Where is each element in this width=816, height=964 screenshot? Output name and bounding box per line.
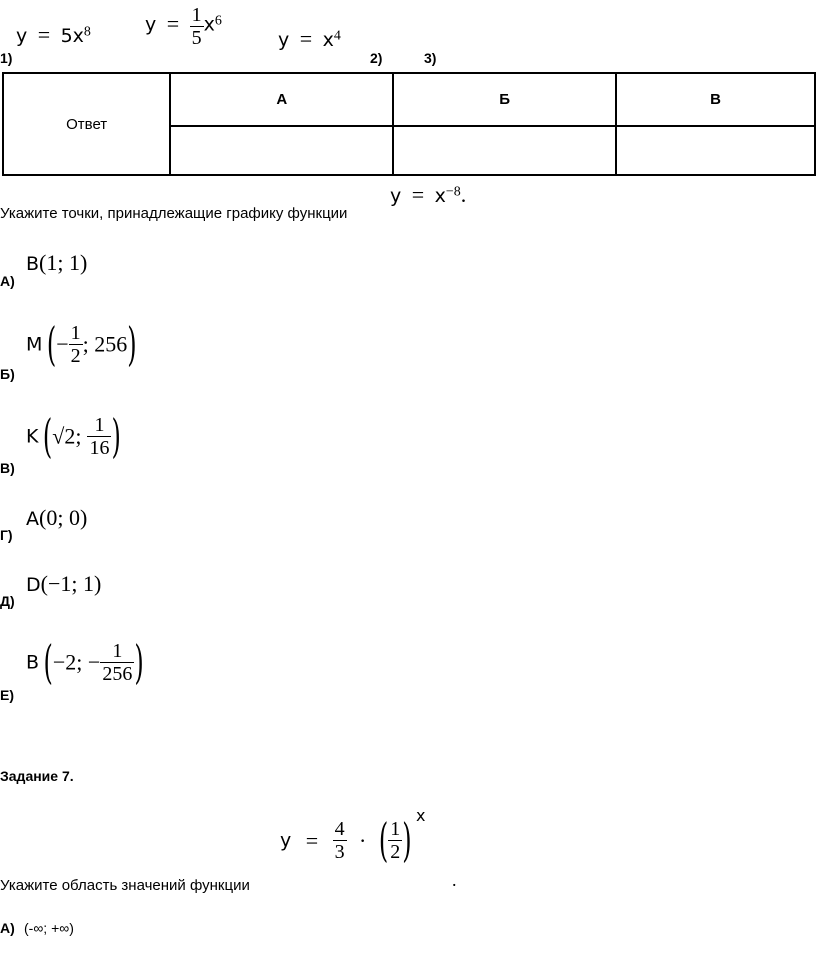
formula-3-lhs: y <box>278 29 290 51</box>
option-b-point: M (− $\frac{1}{2}$ ; 256) <box>26 317 137 372</box>
task7-option-a-value: (-∞; +∞) <box>24 920 74 936</box>
option-d-point: A(0; 0) <box>26 505 88 530</box>
answer-header-b: Б <box>393 73 616 126</box>
answer-header-c: В <box>616 73 815 126</box>
task7-function: y = $\frac{4}{3}$ · ( $\frac{1}{2}$ ) x <box>280 805 426 868</box>
formula-3-exp: 4 <box>333 28 341 44</box>
answer-cell-b[interactable] <box>393 126 616 175</box>
task7-title: Задание 7. <box>0 768 74 784</box>
option-e-label: Д) <box>0 593 15 609</box>
answer-table <box>2 72 816 176</box>
option-f-label: Е) <box>0 687 14 703</box>
formula-1-exp: 8 <box>83 24 91 40</box>
answer-row-label: Ответ <box>3 73 170 175</box>
option-c-label: В) <box>0 460 15 476</box>
formula-label-1: 1) <box>0 50 13 66</box>
formula-2-lhs: y <box>145 13 157 36</box>
option-a-label: А) <box>0 273 15 289</box>
option-b-label: Б) <box>0 366 15 382</box>
task6-function: $y = x^{-8}$. <box>390 182 467 207</box>
task6-question: Укажите точки, принадлежащие графику функции <box>0 205 348 222</box>
task6-func-var: x <box>434 185 446 207</box>
option-f-point: B (−2; − $\frac{1}{256}$ ) <box>26 635 144 690</box>
answer-cell-a[interactable] <box>170 126 393 175</box>
answer-cell-c[interactable] <box>616 126 815 175</box>
option-d-label: Г) <box>0 527 13 543</box>
formula-label-2: 2) <box>370 50 383 66</box>
task7-question: Укажите область значений функции <box>0 877 250 894</box>
formula-1-rhs: 5x <box>60 25 84 47</box>
formula-2-var: x <box>203 13 215 36</box>
formula-3: $y = x^4$ <box>278 26 341 51</box>
task7-option-a-label: А) <box>0 920 15 936</box>
task7-exp: x <box>416 805 426 825</box>
option-a-point: B(1; 1) <box>26 250 88 275</box>
formula-1: $y = 5x^8$ <box>16 22 91 47</box>
formula-3-var: x <box>322 29 334 51</box>
formula-2-exp: 6 <box>214 13 222 29</box>
formula-2-fraction: $\frac{1}{5}$ <box>191 4 202 49</box>
task6-func-lhs: y <box>390 185 402 207</box>
formula-label-3: 3) <box>424 50 437 66</box>
option-c-point: K (√2; $\frac{1}{16}$ ) <box>26 409 121 464</box>
option-e-point: D(−1; 1) <box>26 571 102 596</box>
task6-func-exp: −8 <box>445 184 461 200</box>
formula-1-lhs: y <box>16 25 28 47</box>
formula-2: y = $\frac{1}{5}$ $x^6$ <box>145 4 222 49</box>
answer-header-a: А <box>170 73 393 126</box>
